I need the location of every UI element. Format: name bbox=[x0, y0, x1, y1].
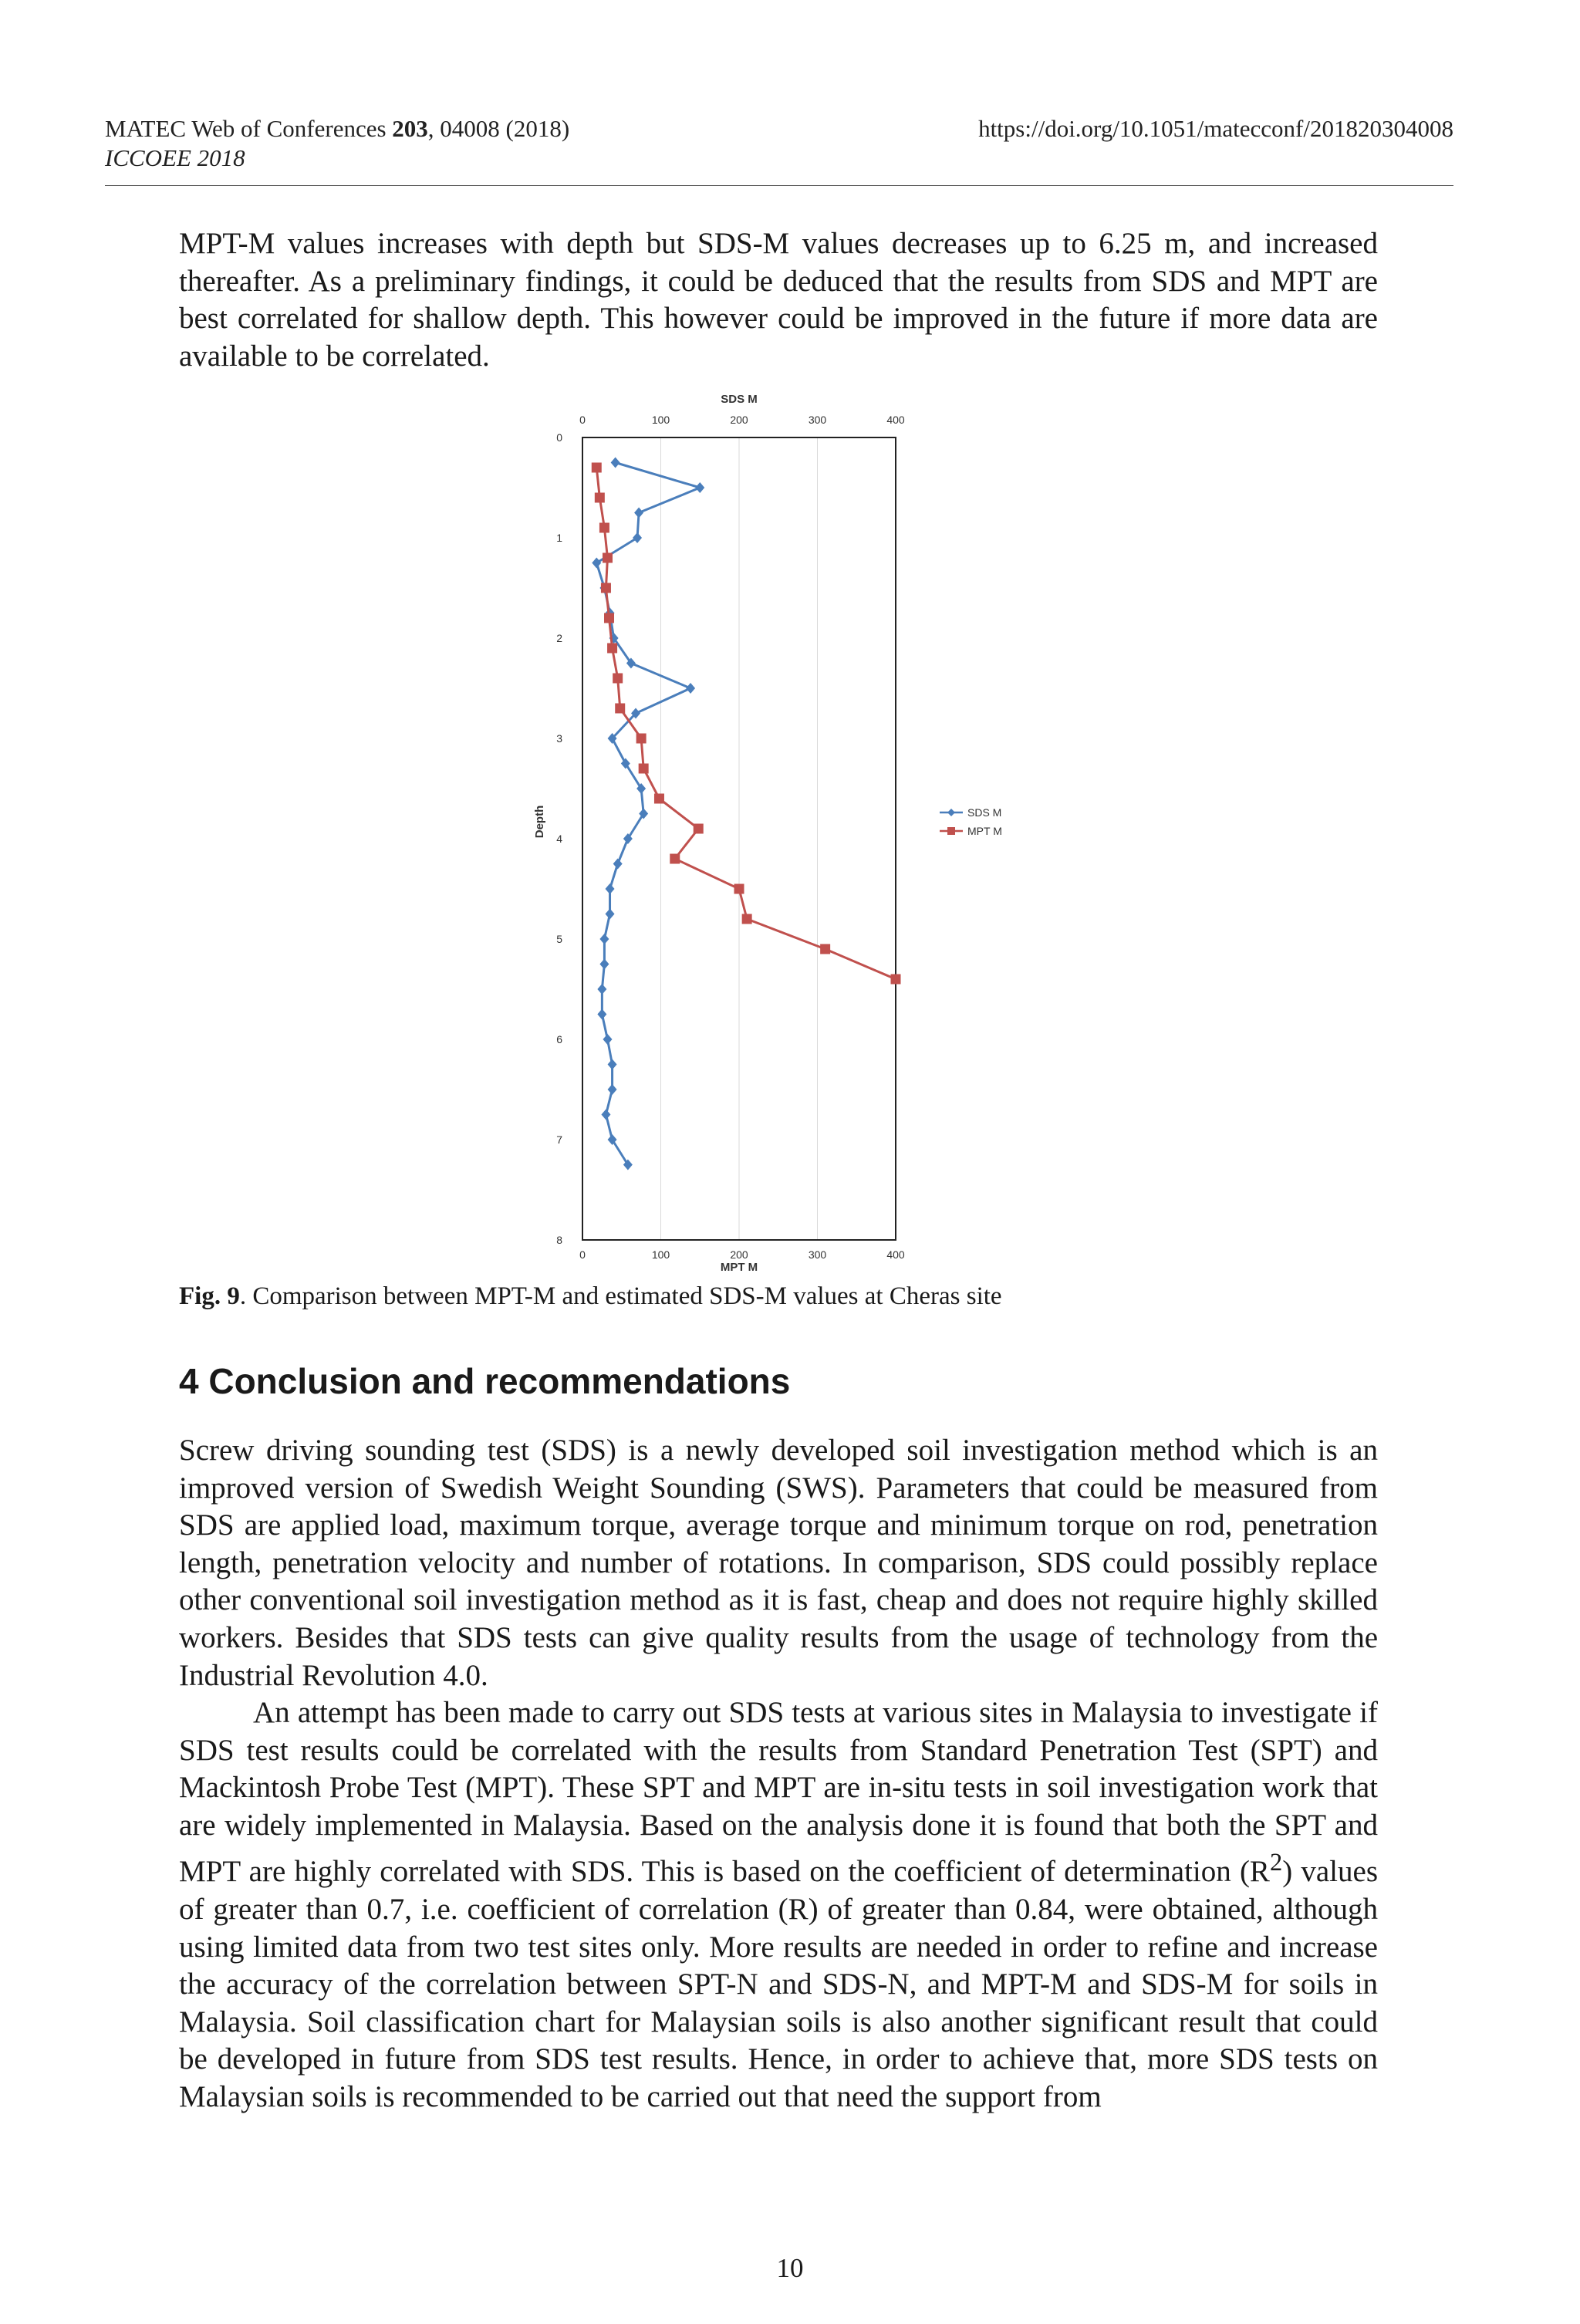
data-point-sds-m bbox=[695, 482, 704, 493]
legend-marker-square bbox=[947, 827, 955, 835]
y-tick-label: 5 bbox=[556, 933, 562, 945]
running-header-left bbox=[105, 114, 569, 173]
x-tick-label: 300 bbox=[808, 1248, 827, 1261]
y-tick-label: 6 bbox=[556, 1033, 562, 1045]
figure-label: Fig. 9 bbox=[179, 1282, 240, 1310]
x-tick-label: 200 bbox=[730, 1248, 748, 1261]
data-point-sds-m bbox=[611, 458, 620, 468]
x-tick-label: 400 bbox=[886, 1248, 905, 1261]
data-point-mpt-m bbox=[595, 493, 605, 503]
data-point-sds-m bbox=[601, 1110, 610, 1120]
legend-marker-diamond bbox=[947, 809, 955, 816]
data-point-mpt-m bbox=[639, 764, 649, 774]
top-tick-label: 300 bbox=[808, 414, 827, 426]
data-point-mpt-m bbox=[654, 794, 664, 804]
top-tick-label: 0 bbox=[579, 414, 586, 426]
y-tick-label: 1 bbox=[556, 532, 562, 544]
journal-name: MATEC Web of Conferences 203, 04008 (2018) bbox=[105, 115, 570, 142]
conference-name: ICCOEE 2018 bbox=[105, 144, 245, 171]
top-tick-label: 400 bbox=[886, 414, 905, 426]
data-point-sds-m bbox=[592, 558, 601, 569]
data-point-mpt-m bbox=[607, 643, 617, 654]
top-tick-label: 100 bbox=[651, 414, 670, 426]
legend bbox=[940, 806, 1002, 837]
data-point-mpt-m bbox=[604, 613, 614, 623]
grid-layer bbox=[661, 437, 818, 1240]
y-tick-label: 7 bbox=[556, 1133, 562, 1146]
y-tick-label: 8 bbox=[556, 1234, 562, 1246]
tick-layer bbox=[556, 414, 905, 1261]
data-point-mpt-m bbox=[670, 854, 680, 864]
data-point-mpt-m bbox=[613, 674, 623, 684]
data-point-mpt-m bbox=[734, 884, 744, 894]
y-tick-label: 4 bbox=[556, 833, 562, 845]
data-point-sds-m bbox=[597, 984, 606, 995]
data-point-mpt-m bbox=[636, 734, 647, 744]
figure-caption: Fig. 9. Comparison between MPT-M and estimated SDS-M values at Cheras site bbox=[179, 1282, 1002, 1310]
data-point-mpt-m bbox=[599, 523, 609, 533]
paragraph-3: An attempt has been made to carry out SDS tests at various sites in Malaysia to investigate if SDS test results could be correlated with the results from Standard Penetration Test (SPT) and Mackintosh Probe Test (MPT). These SPT and MPT are in-situ tests in soil investigation work that are widely implemented in Malaysia. Based on the analysis done it is found that both the SPT and MPT are highly correlated with SDS. This is based on the coefficient of determination $(R^2)$ values of greater than 0.7, i.e. coefficient of correlation (R) of greater than 0.84, were obtained, although using limited data from two test sites only. More results are needed in order to refine and increase the accuracy of the correlation between SPT-N and SDS-N, and MPT-M and SDS-M for soils in Malaysia. Soil classification chart for Malaysian soils is also another significant result that could be developed in future from SDS test results. Hence, in order to achieve that, more SDS tests on Malaysian soils is recommended to be carried out that need the support from bbox=[179, 1696, 1379, 2113]
data-point-mpt-m bbox=[601, 583, 611, 593]
data-point-mpt-m bbox=[694, 824, 704, 834]
paragraph-1: MPT-M values increases with depth but SDS-M values decreases up to 6.25 m, and increased thereafter. As a preliminary findings, it could be deduced that the results from SDS and MPT are best correlated for shallow depth. This however could be improved in the future if more data are available to be correlated. bbox=[179, 227, 1378, 373]
section-heading: 4 Conclusion and recommendations bbox=[179, 1361, 791, 1401]
data-point-sds-m bbox=[603, 1034, 612, 1045]
x-tick-label: 0 bbox=[579, 1248, 586, 1261]
data-point-sds-m bbox=[686, 683, 695, 694]
y-tick-label: 2 bbox=[556, 632, 562, 644]
data-point-sds-m bbox=[599, 959, 609, 970]
data-point-sds-m bbox=[634, 508, 643, 519]
legend-label: SDS M bbox=[967, 806, 1002, 819]
data-point-sds-m bbox=[599, 934, 609, 944]
data-point-sds-m bbox=[606, 909, 615, 920]
chart-svg bbox=[525, 386, 1049, 1273]
data-point-mpt-m bbox=[615, 704, 625, 714]
page-number: 10 bbox=[776, 2253, 804, 2283]
y-axis-title: Depth bbox=[533, 805, 546, 839]
data-point-sds-m bbox=[606, 883, 615, 894]
x-tick-label: 100 bbox=[651, 1248, 670, 1261]
y-tick-label: 0 bbox=[556, 431, 562, 444]
data-point-mpt-m bbox=[603, 553, 613, 563]
top-tick-label: 200 bbox=[730, 414, 748, 426]
series-line-mpt-m bbox=[596, 468, 896, 979]
legend-label: MPT M bbox=[967, 825, 1002, 837]
figure-9-chart bbox=[525, 386, 1049, 1273]
series-layer bbox=[592, 458, 901, 1170]
x-axis-title: MPT M bbox=[720, 1261, 758, 1273]
data-point-mpt-m bbox=[891, 975, 901, 985]
top-axis-title: SDS M bbox=[721, 393, 758, 406]
data-point-mpt-m bbox=[820, 944, 830, 954]
data-point-mpt-m bbox=[742, 914, 752, 924]
paragraph-2: Screw driving sounding test (SDS) is a newly developed soil investigation method which is an improved version of Swedish Weight Sounding (SWS). Parameters that could be measured from SDS are applied load, maximum torque, average torque and minimum torque on rod, penetration length, penetration velocity and number of rotations. In comparison, SDS could possibly replace other conventional soil investigation method as it is fast, cheap and does not require highly skilled workers. Besides that SDS tests can give quality results from the usage of technology from the Industrial Revolution 4.0. bbox=[179, 1434, 1378, 1692]
data-point-mpt-m bbox=[592, 463, 602, 473]
doi-link[interactable]: https://doi.org/10.1051/matecconf/201820304008 bbox=[978, 115, 1453, 142]
y-tick-label: 3 bbox=[556, 732, 562, 745]
data-point-sds-m bbox=[633, 532, 642, 543]
data-point-sds-m bbox=[608, 1084, 617, 1095]
data-point-sds-m bbox=[608, 1059, 617, 1070]
data-point-sds-m bbox=[597, 1009, 606, 1020]
header-rule bbox=[105, 185, 1453, 186]
data-point-sds-m bbox=[613, 859, 623, 870]
